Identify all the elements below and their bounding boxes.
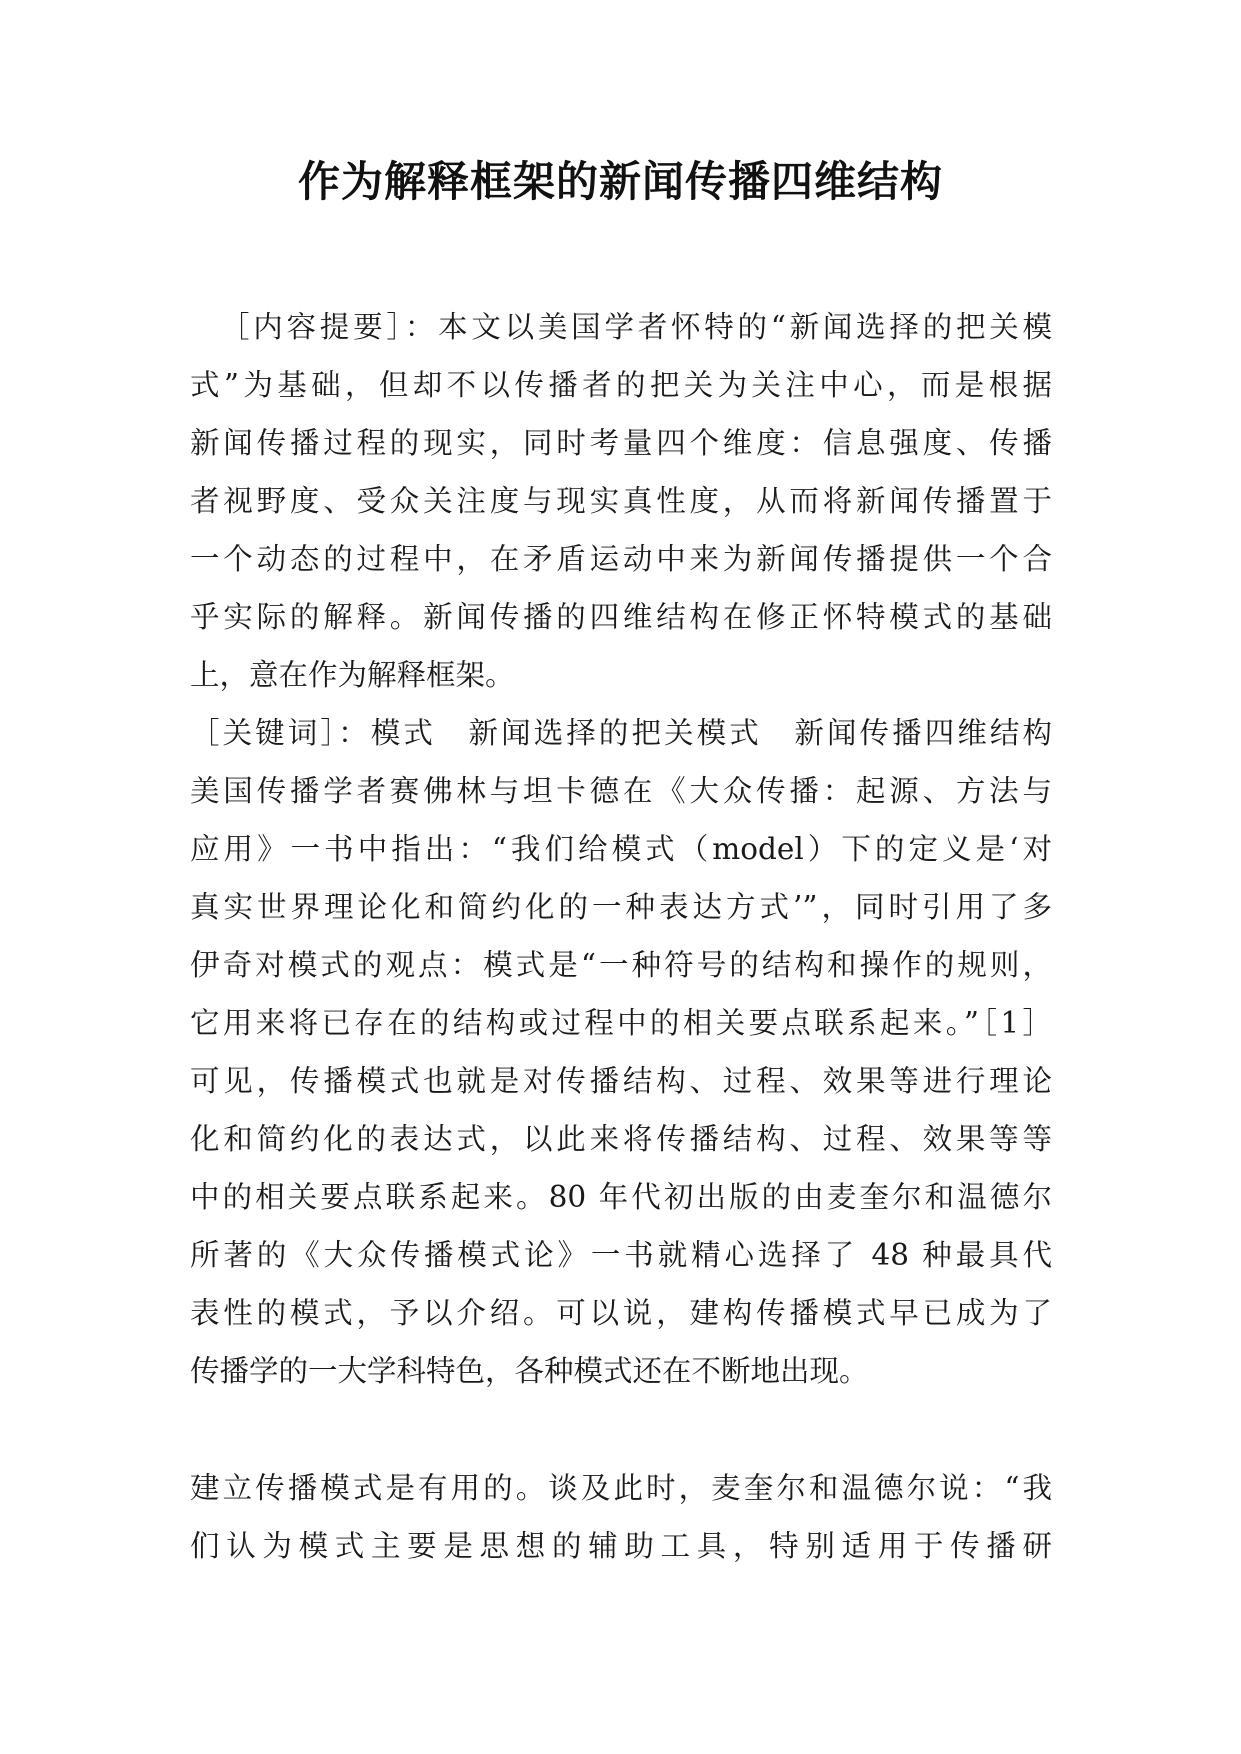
body-line-11: 传播学的一大学科特色，各种模式还在不断地出现。 <box>190 1354 869 1388</box>
abstract-line-5: 一个动态的过程中，在矛盾运动中来为新闻传播提供一个合 <box>190 542 1052 576</box>
abstract-line-7: 上，意在作为解释框架。 <box>190 658 515 692</box>
body-line-5: 它用来将已存在的结构或过程中的相关要点联系起来。”［1］ <box>190 1006 1052 1040</box>
body-line-13: 们认为模式主要是思想的辅助工具，特别适用于传播研 <box>190 1529 1052 1563</box>
body-line-4: 伊奇对模式的观点：模式是“一种符号的结构和操作的规则， <box>190 948 1052 982</box>
body-line-2: 应用》一书中指出：“我们给模式（model）下的定义是‘对 <box>190 832 1052 866</box>
body-line-8: 中的相关要点联系起来。80 年代初出版的由麦奎尔和温德尔 <box>190 1180 1052 1214</box>
body-line-1: 美国传播学者赛佛林与坦卡德在《大众传播：起源、方法与 <box>190 774 1052 808</box>
abstract-line-6: 乎实际的解释。新闻传播的四维结构在修正怀特模式的基础 <box>190 600 1052 634</box>
abstract-line-1: ［内容提要］：本文以美国学者怀特的“新闻选择的把关模 <box>220 310 1052 344</box>
body-line-7: 化和简约化的表达式，以此来将传播结构、过程、效果等等 <box>190 1122 1052 1156</box>
document-title: 作为解释框架的新闻传播四维结构 <box>297 157 943 206</box>
keywords-line: ［关键词］：模式 新闻选择的把关模式 新闻传播四维结构 <box>190 716 1052 750</box>
body-line-3: 真实世界理论化和简约化的一种表达方式’”，同时引用了多 <box>190 890 1052 924</box>
body-line-12: 建立传播模式是有用的。谈及此时，麦奎尔和温德尔说：“我 <box>190 1471 1052 1505</box>
abstract-line-3: 新闻传播过程的现实，同时考量四个维度：信息强度、传播 <box>190 426 1052 460</box>
body-line-9: 所著的《大众传播模式论》一书就精心选择了 48 种最具代 <box>190 1238 1052 1272</box>
body-line-10: 表性的模式，予以介绍。可以说，建构传播模式早已成为了 <box>190 1296 1052 1330</box>
body-line-6: 可见，传播模式也就是对传播结构、过程、效果等进行理论 <box>190 1064 1052 1098</box>
abstract-line-2: 式”为基础，但却不以传播者的把关为关注中心，而是根据 <box>190 368 1052 402</box>
abstract-line-4: 者视野度、受众关注度与现实真性度，从而将新闻传播置于 <box>190 484 1052 518</box>
